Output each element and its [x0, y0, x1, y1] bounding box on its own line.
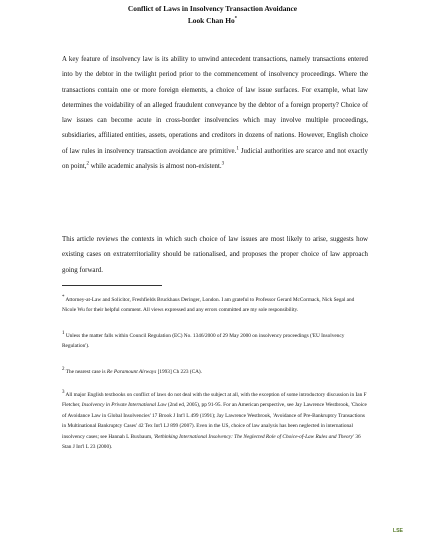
- paragraph-1-text-c: while academic analysis is almost non-existent.: [89, 163, 222, 171]
- footnote-ref-3: 3: [221, 161, 225, 167]
- footnote-case-name: Re Paramount Airways: [106, 369, 157, 375]
- footnote-text: All major English textbooks on conflict of laws do not deal with the subject at all, with the exception of some introductory discussion in Ian F Fletcher,: [62, 392, 367, 409]
- paragraph-1-text-a: A key feature of insolvency law is its ability to unwind antecedent transactions, namely transactions entered into by the debtor in the twilight period prior to the commencement of insolvency proceedings. Where the transactions contain one or more foreign elements, a choice of law issue surfaces. For example, what law determines the voidability of an alleged fraudulent conveyance by the debtor of a foreign property? Choice of law issues can become acute in cross-border insolvencies which may involve multiple proceedings, subsidiaries, affiliated entities, assets, operations and creditors in dozens of nations. However, English choice of law rules in insolvency transaction avoidance are primitive.: [62, 56, 368, 155]
- footnote-text-mid: (2nd ed, 2005), pp 91-95. For an American perspective, see Jay Lawrence Westbrook, 'Choice of Avoidance Law in Global Insolvencies' 17 Brook J Int'l L 499 (1991); Jay Lawrence Westbrook, 'Avoidance of Pre-Bankruptcy Transactions in Multinational Bankruptcy Cases' 42 Tex Int'l LJ 899 (2007). Even in the US, choice of law analysis has been neglected in international insolvency cases; see Hannah L Buxbaum,: [62, 402, 367, 440]
- author-footnote-mark: *: [234, 16, 238, 22]
- footnote-text: Unless the matter falls within Council Regulation (EC) No. 1346/2000 of 29 May 2000 on insolvency proceedings ('EU Insolvency Regulation').: [62, 333, 345, 350]
- footnote-mark: 3: [62, 390, 65, 396]
- paragraph-2-text: This article reviews the contexts in which such choice of law issues are most likely to arise, suggests how existing cases on extraterritoriality should be rationalised, and proposes the proper choice of law approach going forward.: [62, 236, 368, 274]
- paper-title: Conflict of Laws in Insolvency Transaction Avoidance: [127, 4, 298, 13]
- footnote-3: [62, 390, 368, 452]
- paragraph-1-text-b: Judicial authorities are scarce and not exactly on point,: [62, 147, 368, 171]
- paper-author: [0, 16, 425, 25]
- footnote-mark: 1: [62, 331, 65, 337]
- lse-logo: LSE: [392, 528, 403, 534]
- paragraph-1: [62, 52, 368, 174]
- footnote-mark: *: [62, 295, 65, 301]
- footnote-separator: [62, 285, 162, 286]
- footnote-ref-1: 1: [236, 146, 239, 152]
- footnote-1: [62, 331, 368, 352]
- footnote-text: The nearest case is: [65, 369, 107, 375]
- footnote-text: Attorney-at-Law and Solicitor, Freshfields Bruckhaus Deringer, London. I am grateful to Professor Gerard McCormack, Nick Segal and Nicole Wu for their helpful comment. All views expressed and any errors committed are my sole responsibility.: [62, 297, 355, 314]
- footnote-text-tail: 36 Stan J Int'l L 23 (2000).: [62, 433, 361, 451]
- paragraph-2: [62, 232, 368, 278]
- footnote-article-title: 'Rethinking International Insolvency: The Neglected Role of Choice-of-Law Rules and Theory': [153, 433, 355, 440]
- author-name: Look Chan Ho: [187, 16, 235, 25]
- footnote-author: [62, 295, 368, 316]
- footnote-mark: 2: [62, 367, 65, 373]
- footnote-2: [62, 367, 368, 377]
- footnote-text-tail: [1993] Ch 223 (CA).: [156, 369, 203, 375]
- footnote-ref-2: 2: [86, 161, 90, 167]
- footnote-book-title: Insolvency in Private International Law: [81, 402, 167, 409]
